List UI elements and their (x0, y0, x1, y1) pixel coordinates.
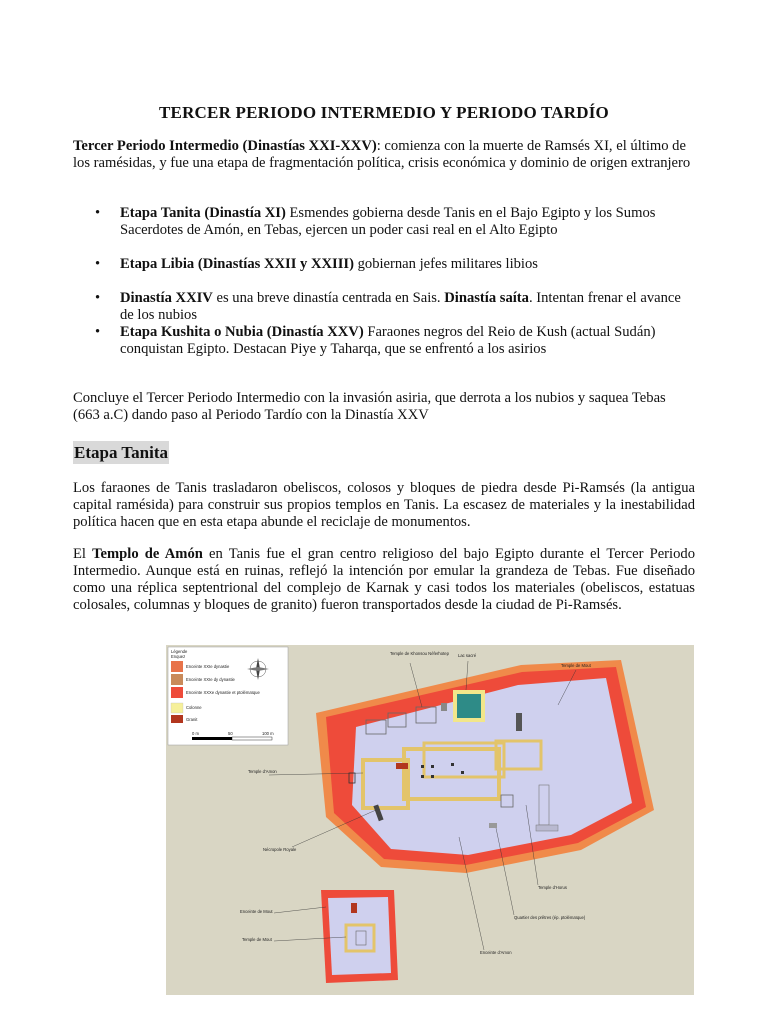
map-label: Temple d'Horus (538, 885, 567, 890)
map-label: Temple d'Amon (248, 769, 277, 774)
structure (516, 713, 522, 731)
paragraph-text: en Tanis fue el gran centro religioso del bajo Egipto durante el Tercer Periodo Intermedio. Aunque está en ruinas, reflejó la intención por emular la grandeza de Tebas. Fue diseñado como una réplica septentrional del complejo de Karnak y casi todos los materiales (obeliscos, estatuas colosales, columnas y bloques de granito) fueron transportados desde la ciudad de Pi-Ramsés. (73, 546, 695, 613)
tanis-site-map (166, 645, 694, 995)
scale-label: 100 m (262, 731, 274, 736)
legend-label: Granit (186, 717, 198, 722)
bullet-icon: • (95, 290, 101, 306)
list-item (73, 256, 695, 273)
bullet-icon: • (95, 205, 101, 221)
legend-swatch (171, 715, 183, 723)
intro-text: : comienza con la muerte de Ramsés XI, el último de los ramésidas, y fue una etapa de fragmentación política, crisis económica y dominio de origen extranjero (73, 138, 691, 171)
structure (489, 823, 497, 828)
list-item-bold: Dinastía saíta (444, 290, 529, 306)
list-item-bold: Etapa Tanita (Dinastía XI) (120, 205, 286, 221)
intro-bold: Tercer Periodo Intermedio (Dinastías XXI-XXV) (73, 138, 377, 154)
structure (441, 703, 447, 711)
page-title: TERCER PERIODO INTERMEDIO Y PERIODO TARDÍO (159, 103, 609, 122)
intro-paragraph (73, 138, 695, 172)
scale-label: 50 (228, 731, 233, 736)
tanis-paragraph: Los faraones de Tanis trasladaron obeliscos, colosos y bloques de piedra desde Pi-Ramsés (la antigua capital ramésida) para construir sus propios templos en Tanis. La escasez de materiales y la inestabilidad política hacen que en esta etapa abunde el reciclaje de monumentos. (73, 480, 695, 530)
paragraph-text: El (73, 546, 93, 562)
legend-swatch (171, 703, 183, 713)
list-item-text: es una breve dinastía centrada en Sais. (212, 290, 445, 306)
mout-gate (351, 903, 357, 913)
conclusion-paragraph: Concluye el Tercer Periodo Intermedio con la invasión asiria, que derrota a los nubios y saquea Tebas (663 a.C) dando paso al Periodo Tardío con la Dinastía XXV (73, 390, 666, 423)
map-label: Quartier des prêtres (ép. ptolémaïque) (514, 915, 586, 920)
legend-swatch (171, 674, 183, 685)
list-item-bold: Etapa Kushita o Nubia (Dinastía XXV) (120, 324, 364, 340)
list-item (73, 205, 695, 239)
paragraph-bold: Templo de Amón (92, 546, 203, 562)
map-label: Lac sacré (458, 653, 477, 658)
sacred-lake (457, 694, 481, 718)
map-label: Enceinte de Mout (240, 909, 273, 914)
list-item-bold: Etapa Libia (Dinastías XXII y XXIII) (120, 256, 354, 272)
section-heading: Etapa Tanita (74, 443, 169, 462)
map-label: Temple de Mout (561, 663, 591, 668)
amon-temple-paragraph (73, 546, 695, 614)
list-item (73, 290, 695, 324)
list-item-text: Esmendes gobierna desde Tanis en el Bajo Egipto y los Sumos Sacerdotes de Amón, en Tebas, ejercen un poder casi real en el Alto Egipto (120, 205, 656, 238)
site-plan-image (166, 645, 694, 995)
list-item-text: . Intentan frenar el avance de los nubios (120, 290, 681, 323)
list-item (73, 324, 695, 358)
bullet-icon: • (95, 324, 101, 340)
map-label: Temple de Khonsou Néferhotep (390, 651, 449, 656)
legend-label: Enceinte XXXe dynastie et ptolémaïque (186, 690, 260, 695)
map-label: Temple de Mout (242, 937, 272, 942)
legend-swatch (171, 661, 183, 672)
map-label: Nécropole Royale (263, 847, 297, 852)
scale-label: 0 m (192, 731, 199, 736)
dynasty-list (73, 205, 695, 358)
mout-enclosure (328, 897, 391, 975)
bullet-icon: • (95, 256, 101, 272)
legend-swatch (171, 687, 183, 698)
structure (536, 825, 558, 831)
list-item-text: gobiernan jefes militares libios (353, 256, 538, 272)
legend-title: Légende (171, 649, 188, 654)
list-item-bold: Dinastía XXIV (120, 290, 213, 306)
legend-label: Enceinte XXIe dy dynastie (186, 677, 235, 682)
legend-label: Colonne (186, 705, 202, 710)
map-label: Enceinte d'Amon (480, 950, 512, 955)
legend-subtitle: Enquez (171, 654, 186, 659)
legend-label: Enceinte XXIe dynastie (186, 664, 230, 669)
list-item-text: Faraones negros del Reio de Kush (actual Sudán) conquistan Egipto. Destacan Piye y Taharqa, que se enfrentó a los asirios (120, 324, 656, 357)
